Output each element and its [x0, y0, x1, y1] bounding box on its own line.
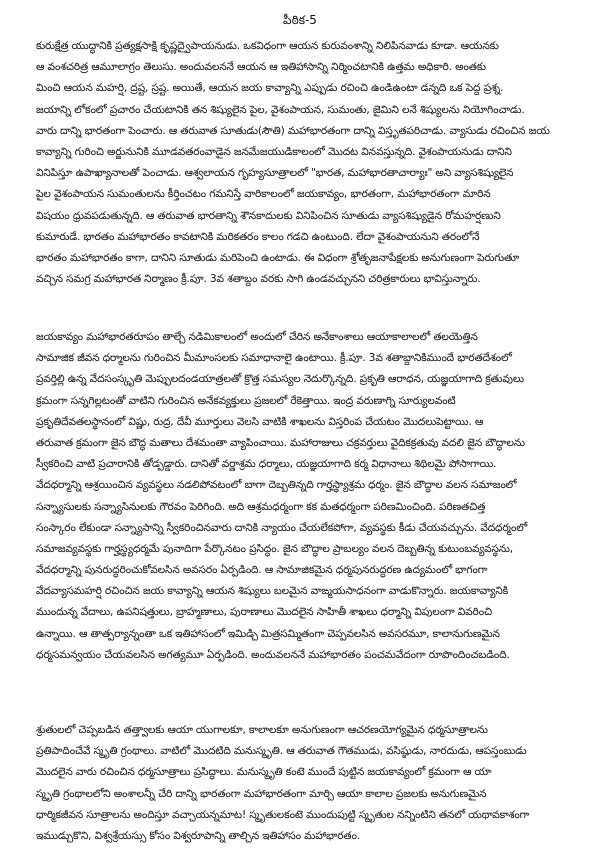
text-line: తరువాత క్రమంగా జైన బౌద్ధ మతాలు దేశమంతా వ్యాపించాయి. మహారాజులు చక్రవర్తులు వైదికక్రతువు వదలి జైన బౌద్ధాలను	[36, 436, 525, 449]
text-line: ధర్మసమన్వయం చేయవలసిన అగత్యమూ ఏర్పడింది. అందువలననే మహాభారతం పంచమవేదంగా రూపొందించబడింది.	[36, 648, 510, 661]
text-line: కావ్యాన్ని గురించి అర్జునునికి మూడవతరంవాడైన జనమేజయుడికాలంలో మొదట వినవస్తున్నది. వైశంపాయనుడు దానిని	[36, 145, 512, 158]
text-line: వేదవ్యాసమహర్షి రచించిన జయ కావ్యాన్ని ఆయన శిష్యులు బలమైన వాఙ్మయసాధనంగా వాడుకొన్నారు. జయకావ్యానికి	[36, 585, 509, 598]
text-line: వచ్చిన సమగ్ర మహాభారత నిర్మాణం క్రీ.పూ. 3వ శతాబ్దం వరకు సాగి ఉండవచ్చునని చరిత్రకారులు భావిస్తున్నారు.	[36, 273, 481, 286]
paragraph-2	[36, 327, 564, 666]
text-line: సన్న్యాసులకు సన్న్యాసినులకు గౌరవం పెరిగింది. అది ఆశ్రమధర్మంగా కక మతధర్మంగా పరిణమించింది. పరిణతచిత్త	[36, 500, 486, 513]
text-line: సమాజవ్యవస్థకు గార్హస్థ్యధర్మమే పునాదిగా పేర్కొనటం ప్రసిద్ధం. జైన బౌద్ధాల ప్రాబల్యం వలన దెబ్బతిన్న కుటుంబవ్యవస్థను,	[36, 542, 513, 555]
text-line: ఇముడ్చుకొని, విశ్వశ్రేయస్సు కోసం విశ్వరూపాన్ని తాల్చిన ఇతిహాసం మహాభారతం.	[36, 829, 361, 842]
text-line: జయకావ్యం మహాభారతరూపం తాల్చే నడిమికాలంలో అందులో చేరిన అనేకాంశాలు ఆయాకాలాలలో తలయెత్తిన	[36, 331, 478, 343]
text-line: ముందున్న వేదాలు, ఉపనిషత్తులు, బ్రాహ్మణాలు, పురాణాలు మొదలైన సాహితీ శాఖలు ధర్మాన్ని విపులంగా వివరించి	[36, 606, 492, 619]
text-line: జయాన్ని లోకంలో ప్రచారం చేయటానికి తన శిష్యులైన పైల, వైశంపాయన, సుమంతు, జైమిని లనే శిష్యులను నియోగించాడు.	[36, 103, 525, 116]
text-line: విషయం ధ్రువపడుతున్నది. ఆ తరువాత భారతాన్ని శౌనకాదులకు వినిపించిన సూతుడు వ్యాసశిష్యుడైన రోమహర్షణుని	[36, 209, 501, 222]
text-line: ఉన్నాయి. ఆ తాత్పర్యాన్నంతా ఒక ఇతిహాసంలో ఇమిడ్చి మిత్రసమ్మితంగా చెప్పవలసిన అవసరమూ, కాలానుగుణమైన	[36, 627, 500, 640]
text-line: ప్రకృతిదేవతలస్థానంలో విష్ణు, రుద్ర, దేవీ మూర్తులు వెలసి వాటికి శాఖలను విస్తరింప చేయటం మొదలుపెట్టాయి. ఆ	[36, 415, 484, 428]
text-line: కుమారుడే. భారతం మహాభారతం కావటానికి మరికతరం కాలం గడచి ఉంటుంది. లేదా వైశంపాయనుని తరంలోనే	[36, 230, 480, 243]
text-line: శ్రుతులలో చెప్పబడిన తత్త్వాలకు ఆయా యుగాలకూ, కాలాలకూ అనుగుణంగా ఆచరణయోగ్యమైన ధర్మసూత్రాలను	[36, 724, 488, 736]
text-line: వారు దాన్ని భారతంగా పెంచారు. ఆ తరువాత సూతుడు(సౌతి) మహాభారతంగా దాన్ని విస్తృతపరిచాడు. వ్యాసుడు రచించిన జయ	[36, 124, 550, 137]
text-line: మించి ఆయన మహర్షి, ద్రష్ట, స్రష్ట. అయితే, ఆయన జయ కావ్యాన్ని ఎప్పుడు రచించి ఉండిఉంటా డన్నది ఒక పెద్ద ప్రశ్న.	[36, 82, 504, 95]
text-line: వినిపిస్తూ ఉపాఖ్యానాలతో పెంచాడు. ఆశ్వలాయన గృహ్యసూత్రాలలో "భారత, మహాభారతాచార్యాః" అని వ్యాసశిష్యులైన	[36, 167, 514, 180]
page-header: పీఠిక-5	[283, 13, 317, 27]
text-line: వేదధర్మాన్ని ఆశ్రయించిన వ్యవస్థలు నడలిపోవటంలో బాగా దెబ్బతిన్నది గార్హస్థ్యాశ్రమ ధర్మం. జైన బౌద్ధాల వలన సమాజంలో	[36, 479, 517, 492]
text-line: ధార్మికజీవన సూత్రాలను అందిస్తూ వచ్చాయన్నమాట! స్మృతులకంటె ముందుపుట్టి స్మృతుల నన్నింటిని తనలో యథావకాశంగా	[36, 808, 530, 821]
text-line: వేదధర్మాన్ని పునరుద్ధరించుకోవలసిన అవసరం ఏర్పడింది. ఆ సామాజికమైన ధర్మపునరుద్ధరణ ఉద్యమంలో భాగంగా	[36, 564, 488, 577]
text-line: క్రమంగా సన్నగిల్లటంతో వాటిని గురించిన అనేకవ్యక్తులు ప్రజలలో రేకెత్తాయి. ఇంద్ర వరుణాగ్ని సూర్యులవంటి	[36, 394, 456, 407]
text-line: సంస్కారం లేకుండా సన్న్యాసాన్ని స్వీకరించినవారు దానికి న్యాయం చేయలేకపోగా, వ్యవస్థకు కీడు చేయవచ్చును. వేదధర్మంలో	[36, 521, 527, 534]
text-line: భారతం మహాభారతం కాగా, దానిని సూతుడు మరిపెంచి ఉంటాడు. ఈ విధంగా శ్రోతృజనాపేక్షలకు అనుగుణంగా పెరుగుతూ	[36, 251, 520, 264]
text-line: కురుక్షేత్ర యుద్ధానికి ప్రత్యక్షసాక్షి కృష్ణద్వైపాయనుడు. ఒకవిధంగా ఆయన కురువంశాన్ని నిలిపినవాడు కూడా. ఆయనకు	[36, 40, 499, 52]
text-line: సామాజిక జీవన ధర్మాలను గురించిన మీమాంసలకు సమాధానాలై ఉంటాయి. క్రీ.పూ. 3వ శతాబ్దానికిముందే భారతదేశంలో	[36, 352, 512, 365]
paragraph-1	[36, 36, 564, 290]
paragraph-3	[36, 720, 564, 847]
text-line: స్మృతి గ్రంథాలలోని అంశాలన్నీ చేరి దాన్ని భారతంగా మహాభారతంగా మార్చి ఆయా కాలాల ప్రజలకు అనుగుణమైన	[36, 787, 487, 800]
text-line: మొదలైన వారు రచించిన ధర్మసూత్రాలు ప్రసిద్ధాలు. మనుస్మృతి కంటె ముందే పుట్టిన జయకావ్యంలో క్రమంగా ఆ యా	[36, 766, 492, 779]
text-line: ప్రవర్తిల్లి ఉన్న వేదసంస్కృతి మెప్పులదండయాత్రలతో క్రొత్త సమస్యల నెదుర్కొన్నది. ప్రకృతి ఆరాధన, యజ్ఞయాగాది క్రతువులు	[36, 373, 524, 386]
text-line: ప్రతిపాదించేవే స్మృతి గ్రంథాలు. వాటిలో మొదటిది మనుస్మృతి. ఆ తరువాత గౌతముడు, వసిష్ఠుడు, నారదుడు, ఆపస్తంబుడు	[36, 745, 527, 758]
text-line: ఆ వంశచరిత్ర ఆమూలాగ్రం తెలుసు. అందువలననే ఆయన ఆ ఇతిహాసాన్ని నిర్మించటానికి ఉత్తమ అధికారి. అంతకు	[36, 61, 486, 74]
text-line: స్వీకరించి వాటి ప్రచారానికి తోడ్పడ్డారు. దానితో వర్ణాశ్రమ ధర్మాలు, యజ్ఞయాగాది కర్మ విధానాలు శిథిలమై పోసాగాయి.	[36, 458, 497, 471]
text-line: పైల వైశంపాయన సుమంతులను కీర్తించటం గమనిస్తే వారికాలంలో జయకావ్యం, భారతంగా, మహాభారతంగా మారిన	[36, 188, 491, 201]
